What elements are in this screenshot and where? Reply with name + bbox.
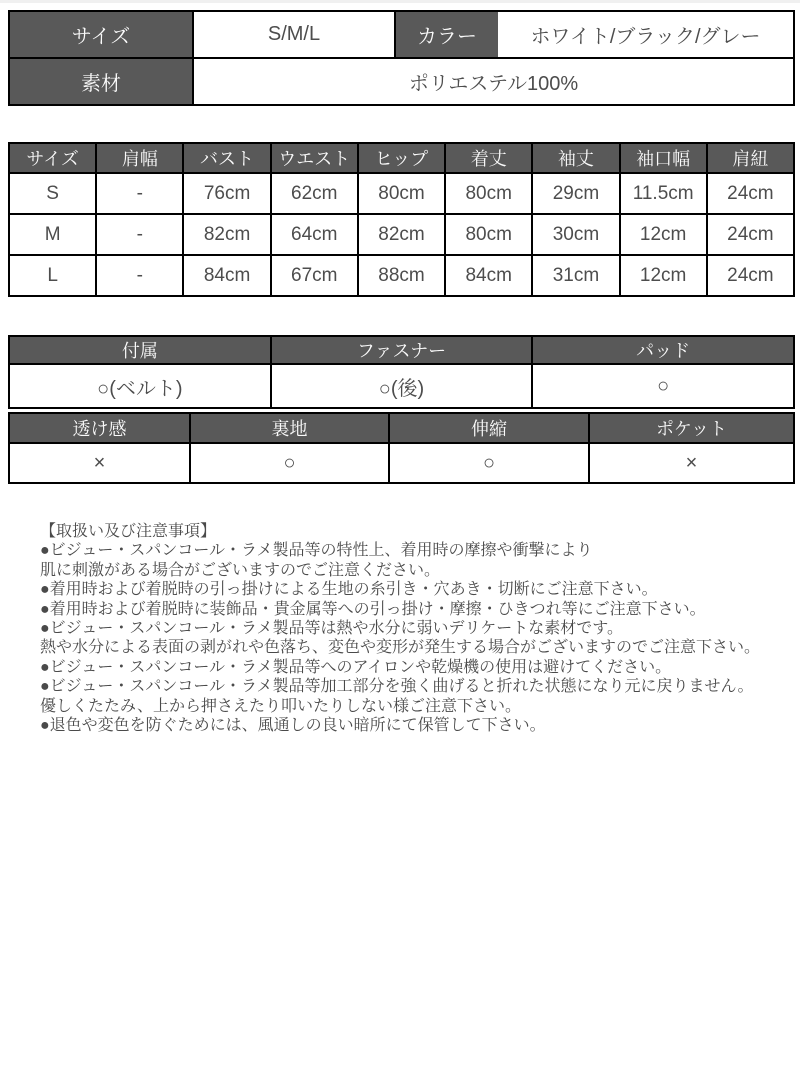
care-note-line: ●ビジュー・スパンコール・ラメ製品等へのアイロンや乾燥機の使用は避けてください。 <box>40 658 672 676</box>
features-table-a <box>8 335 795 409</box>
spec-size-label: サイズ <box>9 11 193 58</box>
feature-column-header: ファスナー <box>271 336 533 364</box>
spec-row-material <box>9 58 794 105</box>
measurement-cell: - <box>96 214 183 255</box>
measurement-cell: 11.5cm <box>620 173 707 214</box>
spec-material-label: 素材 <box>9 58 193 105</box>
feature-value: ○ <box>389 443 589 483</box>
measurements-table <box>8 142 795 297</box>
feature-column-header: 裏地 <box>190 413 389 443</box>
measurement-cell: M <box>9 214 96 255</box>
measurement-cell: 12cm <box>620 255 707 296</box>
feature-value: ○ <box>190 443 389 483</box>
measurement-cell: 67cm <box>271 255 358 296</box>
measurement-cell: 82cm <box>183 214 270 255</box>
features-a-value-row <box>9 364 794 408</box>
measurement-cell: 30cm <box>532 214 619 255</box>
measurement-column-header: 袖口幅 <box>620 143 707 173</box>
feature-value: × <box>9 443 190 483</box>
care-note-line: 肌に刺激がある場合がございますのでご注意ください。 <box>40 561 441 579</box>
measurement-cell: 76cm <box>183 173 270 214</box>
measurement-cell: 82cm <box>358 214 445 255</box>
measurement-cell: 84cm <box>445 255 532 296</box>
measurement-cell: 80cm <box>445 214 532 255</box>
measurement-cell: - <box>96 255 183 296</box>
measurement-cell: 29cm <box>532 173 619 214</box>
measurement-cell: S <box>9 173 96 214</box>
spec-color-label: カラー <box>395 11 498 58</box>
feature-column-header: 付属 <box>9 336 271 364</box>
measurement-column-header: バスト <box>183 143 270 173</box>
measurement-cell: 24cm <box>707 173 794 214</box>
measurement-column-header: 着丈 <box>445 143 532 173</box>
feature-column-header: 透け感 <box>9 413 190 443</box>
feature-value: ○(後) <box>271 364 533 408</box>
spec-size-value: S/M/L <box>193 11 395 58</box>
spec-row-size-color <box>9 11 794 58</box>
feature-column-header: ポケット <box>589 413 794 443</box>
measurement-cell: 12cm <box>620 214 707 255</box>
spec-table <box>8 10 795 106</box>
measurement-cell: 80cm <box>445 173 532 214</box>
care-note-line: 優しくたたみ、上から押さえたり叩いたりしない様ご注意下さい。 <box>40 697 521 715</box>
feature-column-header: パッド <box>532 336 794 364</box>
measurements-row-m <box>9 214 794 255</box>
measurement-cell: 24cm <box>707 214 794 255</box>
feature-value: ○(ベルト) <box>9 364 271 408</box>
spec-material-value: ポリエステル100% <box>193 58 794 105</box>
measurement-cell: 88cm <box>358 255 445 296</box>
measurement-column-header: ウエスト <box>271 143 358 173</box>
measurement-column-header: ヒップ <box>358 143 445 173</box>
measurements-header-row <box>9 143 794 173</box>
care-note-line: ●ビジュー・スパンコール・ラメ製品等の特性上、着用時の摩擦や衝撃により <box>40 542 593 560</box>
features-a-header-row <box>9 336 794 364</box>
care-note-line: ●着用時および着脱時に装飾品・貴金属等への引っ掛け・摩擦・ひきつれ等にご注意下さい。 <box>40 600 706 618</box>
features-b-value-row <box>9 443 794 483</box>
measurement-column-header: 袖丈 <box>532 143 619 173</box>
care-note-line: ●ビジュー・スパンコール・ラメ製品等加工部分を強く曲げると折れた状態になり元に戻りません。 <box>40 678 754 696</box>
measurements-row-s <box>9 173 794 214</box>
care-note-line: 熱や水分による表面の剥がれや色落ち、変色や変形が発生する場合がございますのでご注意下さい。 <box>40 639 761 657</box>
measurement-cell: 62cm <box>271 173 358 214</box>
feature-value: ○ <box>532 364 794 408</box>
top-divider <box>0 0 800 3</box>
care-notes-title: 【取扱い及び注意事項】 <box>40 523 217 540</box>
care-note-line: ●ビジュー・スパンコール・ラメ製品等は熱や水分に弱いデリケートな素材です。 <box>40 620 623 638</box>
measurement-cell: 84cm <box>183 255 270 296</box>
measurement-column-header: サイズ <box>9 143 96 173</box>
care-note-line: ●退色や変色を防ぐためには、風通しの良い暗所にて保管して下さい。 <box>40 717 546 735</box>
measurement-cell: 31cm <box>532 255 619 296</box>
care-note-line: ●着用時および着脱時の引っ掛けによる生地の糸引き・穴あき・切断にご注意下さい。 <box>40 581 658 599</box>
product-spec-sheet <box>8 10 795 735</box>
features-b-header-row <box>9 413 794 443</box>
measurement-cell: 24cm <box>707 255 794 296</box>
features-table-b <box>8 412 795 484</box>
measurement-column-header: 肩幅 <box>96 143 183 173</box>
measurement-column-header: 肩紐 <box>707 143 794 173</box>
measurement-cell: L <box>9 255 96 296</box>
measurement-cell: - <box>96 173 183 214</box>
measurement-cell: 64cm <box>271 214 358 255</box>
feature-value: × <box>589 443 794 483</box>
spec-color-value: ホワイト/ブラック/グレー <box>498 11 794 58</box>
care-notes <box>40 522 791 735</box>
feature-column-header: 伸縮 <box>389 413 589 443</box>
measurements-row-l <box>9 255 794 296</box>
measurement-cell: 80cm <box>358 173 445 214</box>
